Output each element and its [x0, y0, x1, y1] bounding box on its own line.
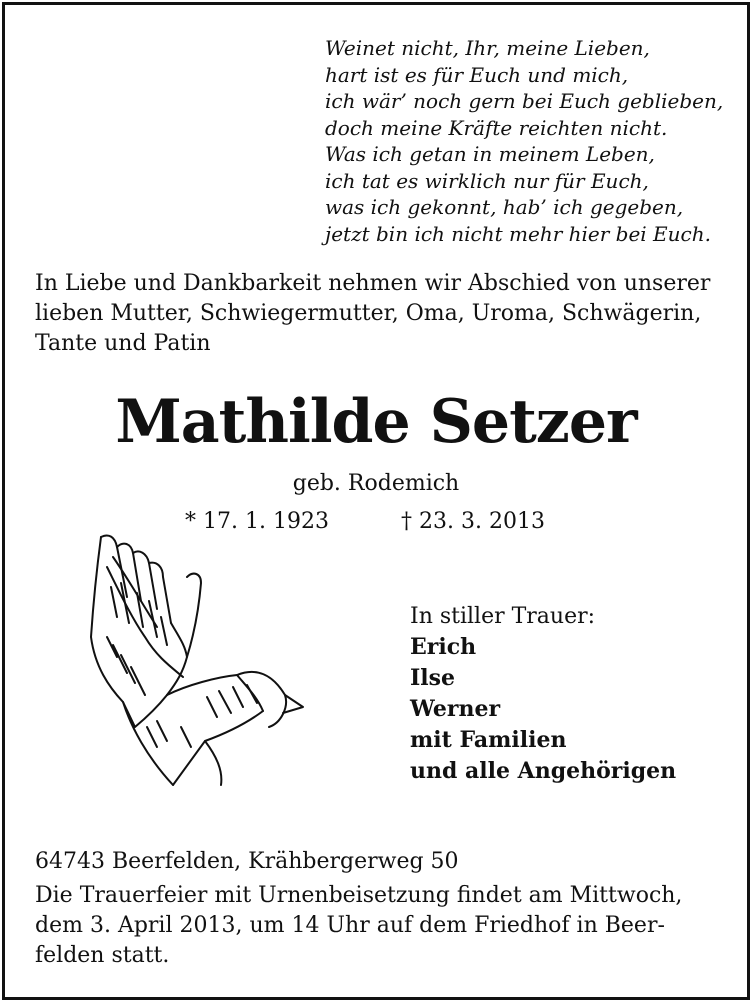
address: 64743 Beerfelden, Krähbergerweg 50 — [35, 849, 459, 874]
funeral-line: felden statt. — [35, 943, 170, 968]
poem — [325, 35, 723, 247]
poem-line: Weinet nicht, Ihr, meine Lieben, — [325, 36, 650, 60]
funeral-notice — [35, 881, 735, 971]
poem-line: hart ist es für Euch und mich, — [325, 62, 629, 87]
intro-line: Tante und Patin — [35, 331, 211, 356]
maiden-name: geb. Rodemich — [292, 471, 460, 496]
funeral-line: Die Trauerfeier mit Urnenbeisetzung findet am Mittwoch, — [35, 883, 683, 908]
poem-line: Was ich getan in meinem Leben, — [325, 142, 655, 166]
mourner-name: Werner — [410, 696, 501, 722]
poem-line: jetzt bin ich nicht mehr hier bei Euch. — [325, 221, 711, 246]
poem-line: was ich gekonnt, hab’ ich gegeben, — [325, 195, 684, 219]
mourner-name: mit Familien — [410, 727, 567, 753]
deceased-name: Mathilde Setzer — [115, 387, 637, 457]
poem-line: ich wär’ noch gern bei Euch geblieben, — [325, 89, 724, 113]
mourners-heading: In stiller Trauer: — [410, 604, 596, 629]
mourners-block — [410, 601, 676, 787]
poem-line: doch meine Kräfte reichten nicht. — [325, 115, 668, 140]
mourner-name: Ilse — [410, 665, 456, 691]
obituary-frame — [2, 2, 750, 1000]
praying-hands-icon — [87, 527, 307, 789]
mourner-name: Erich — [410, 634, 477, 660]
intro-text — [35, 269, 735, 359]
intro-line: In Liebe und Dankbarkeit nehmen wir Abschied von unserer — [35, 271, 711, 296]
poem-line: ich tat es wirklich nur für Euch, — [325, 168, 649, 193]
death-date: † 23. 3. 2013 — [401, 509, 545, 534]
funeral-line: dem 3. April 2013, um 14 Uhr auf dem Friedhof in Beer- — [35, 913, 665, 938]
birth-date: * 17. 1. 1923 — [185, 509, 329, 534]
mourner-name: und alle Angehörigen — [410, 758, 677, 784]
intro-line: lieben Mutter, Schwiegermutter, Oma, Uroma, Schwägerin, — [35, 301, 702, 326]
